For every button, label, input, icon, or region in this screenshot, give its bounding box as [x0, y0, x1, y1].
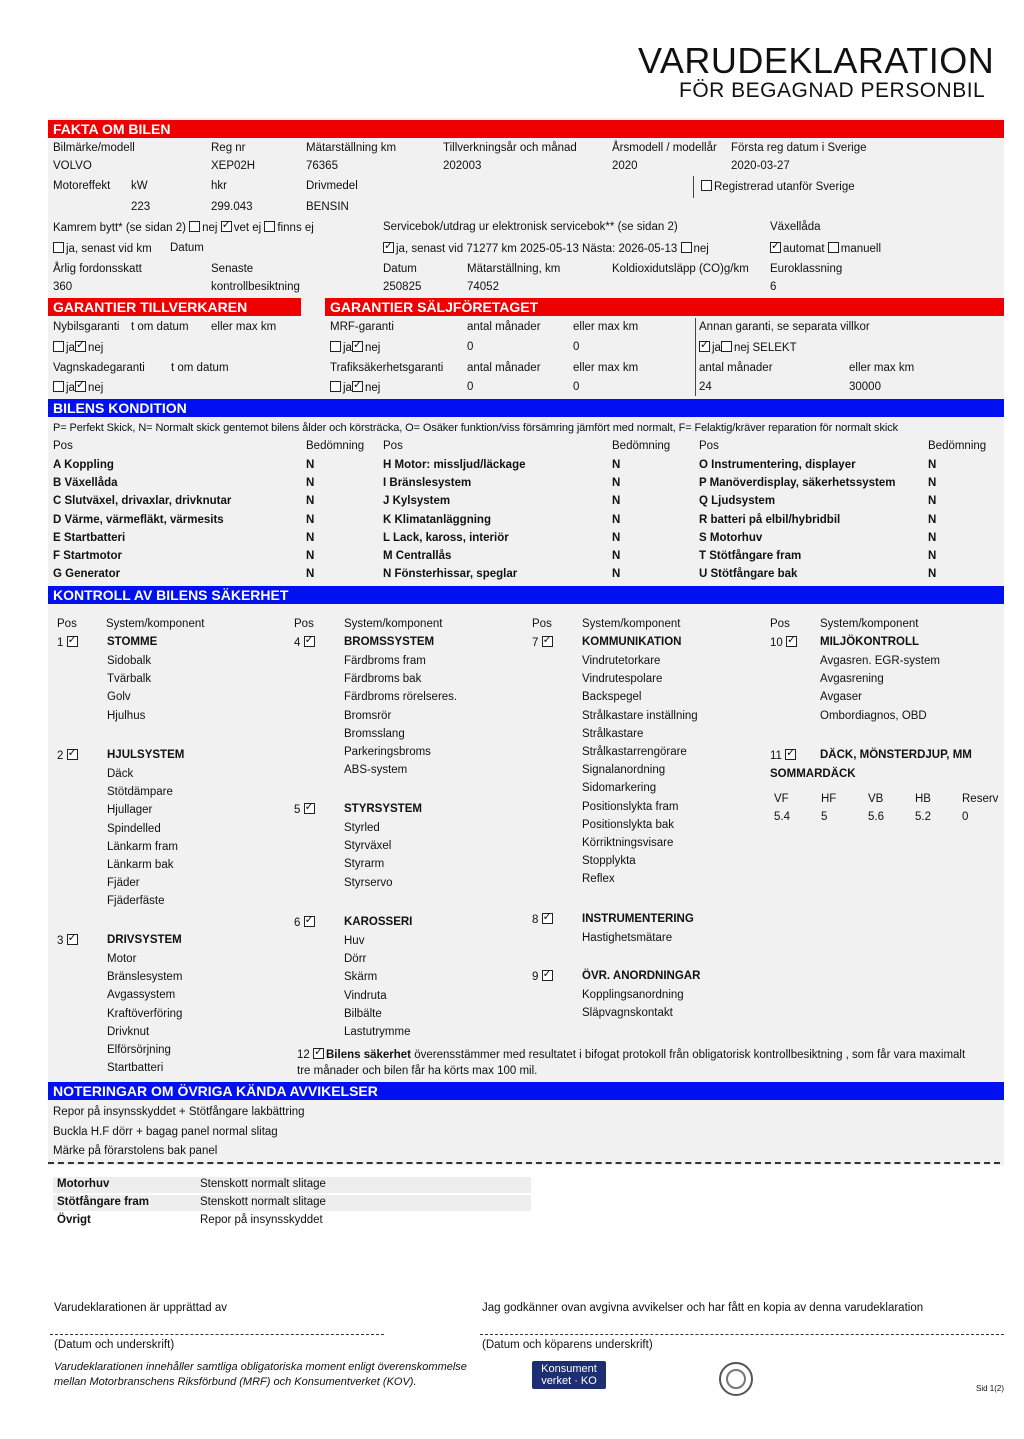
group-item: Styrarm: [344, 858, 385, 871]
footer-note-1: Varudeklarationen innehåller samtliga obligatoriska moment enligt överenskommelse: [54, 1361, 467, 1373]
reg-value: XEP02H: [211, 160, 256, 172]
footer-right-sig: (Datum och köparens underskrift): [482, 1339, 653, 1351]
group-number: 7 ✓: [532, 636, 555, 649]
kondition-item-grade: N: [306, 568, 315, 581]
group-item: Strålkastare inställning: [582, 709, 698, 722]
safety-statement: 12 ✓ Bilens säkerhet överensstämmer med resultatet i bifogat protokoll från obligatorisk kontrollbesiktning , som får vara maximalt: [297, 1048, 965, 1061]
gear-label: Växellåda: [770, 221, 821, 233]
group-item: Avgasrening: [820, 673, 884, 686]
belt-unknown-checkbox[interactable]: [221, 221, 232, 232]
kontroll-sys-label-2: System/komponent: [344, 618, 443, 630]
group-item: Bromsrör: [344, 709, 392, 722]
kondition-item-pos: F Startmotor: [53, 550, 122, 562]
kondition-item-pos: M Centrallås: [383, 550, 452, 562]
kondition-item-pos: G Generator: [53, 568, 121, 581]
section-kontroll: KONTROLL AV BILENS SÄKERHET: [48, 586, 1004, 604]
tire-depth: 5.6: [868, 811, 884, 823]
group-item: Kraftöverföring: [107, 1007, 183, 1020]
hk-label: hkr: [211, 180, 227, 192]
first-reg-label: Första reg datum i Sverige: [731, 142, 867, 154]
fuel-label: Drivmedel: [306, 180, 358, 192]
kontroll-sys-label-1: System/komponent: [106, 618, 205, 630]
mrf-choice: ja✓ nej: [330, 341, 380, 354]
section-garanti-saljare: GARANTIER SÄLJFÖRETAGET: [325, 298, 1004, 316]
traf-km-label: eller max km: [573, 362, 639, 374]
group-item: Fjäder: [107, 877, 140, 890]
group-item: Vindrutetorkare: [582, 655, 661, 667]
tire-position: HB: [915, 793, 931, 805]
kondition-item-grade: N: [928, 477, 937, 490]
belt-date-label: Datum: [170, 242, 204, 254]
vagn-tom-label: t om datum: [171, 362, 229, 374]
section-garanti-tillverkare: GARANTIER TILLVERKAREN: [48, 298, 301, 316]
tire-type: SOMMARDÄCK: [770, 768, 856, 780]
group-item: Sidomarkering: [582, 782, 657, 795]
signature-line-buyer[interactable]: [480, 1334, 1004, 1335]
group-item: ABS-system: [344, 764, 408, 777]
euro-label: Euroklassning: [770, 263, 843, 275]
tax-label: Årlig fordonsskatt: [53, 263, 142, 275]
reg-label: Reg nr: [211, 142, 246, 154]
annan-months-label: antal månader: [699, 362, 773, 374]
kondition-item-grade: N: [306, 513, 315, 526]
kontroll-pos-label-1: Pos: [57, 618, 77, 630]
tire-position: VF: [774, 793, 789, 805]
group-item: Positionslykta bak: [582, 818, 675, 831]
group-checkbox[interactable]: [304, 916, 315, 927]
tire-depth: 5.4: [774, 811, 790, 823]
gear-row: ✓automat manuell: [770, 242, 881, 255]
kondition-item-pos: N Fönsterhissar, speglar: [383, 568, 518, 581]
note-line-1: Repor på insynsskyddet + Stötfångare lakbättring: [53, 1106, 305, 1118]
group-item: Dörr: [344, 953, 367, 966]
tire-depth: 5: [821, 811, 828, 823]
kondition-item-grade: N: [612, 477, 621, 490]
group-title: DRIVSYSTEM: [107, 934, 182, 946]
vagn-nej-checkbox[interactable]: [75, 381, 86, 392]
service-no-checkbox[interactable]: [681, 242, 692, 253]
group-item: Kopplingsanordning: [582, 989, 684, 1001]
traf-ja-checkbox[interactable]: [330, 381, 341, 392]
group-item: Hjulhus: [107, 709, 146, 722]
kontroll-pos-label-2: Pos: [294, 618, 314, 630]
page-number: Sid 1(2): [976, 1384, 1005, 1393]
group-checkbox[interactable]: [542, 636, 553, 647]
group-title: BROMSSYSTEM: [344, 636, 435, 648]
kondition-item-grade: N: [612, 513, 621, 526]
kondition-item-pos: K Klimatanläggning: [383, 513, 491, 526]
group-checkbox[interactable]: [542, 913, 553, 924]
tire-position: VB: [868, 793, 884, 805]
kondition-item-grade: N: [928, 513, 937, 526]
group-title: INSTRUMENTERING: [582, 913, 694, 925]
manuf-value: 202003: [443, 160, 482, 172]
kond-pos-label-3: Pos: [699, 440, 719, 452]
kondition-item-pos: E Startbatteri: [53, 531, 126, 544]
kondition-item-pos: T Stötfångare fram: [699, 550, 802, 562]
group-checkbox[interactable]: [67, 636, 78, 647]
service-yes-checkbox[interactable]: [383, 242, 394, 253]
footer-left-label: Varudeklarationen är upprättad av: [54, 1302, 228, 1314]
group-item: Bränslesystem: [107, 971, 183, 984]
tax-value: 360: [53, 281, 73, 293]
footer-left-sig: (Datum och underskrift): [54, 1339, 175, 1351]
section-kondition: BILENS KONDITION: [48, 399, 1004, 417]
group-item: Elförsörjning: [107, 1044, 171, 1056]
mrf-ja-checkbox[interactable]: [330, 341, 341, 352]
group-item: Huv: [344, 935, 365, 947]
mrf-nej-checkbox[interactable]: [352, 341, 363, 352]
kondition-item-pos: J Kylsystem: [383, 495, 451, 508]
kondition-item-grade: N: [612, 459, 621, 471]
vagn-ja-checkbox[interactable]: [53, 381, 64, 392]
tire-depth: 0: [962, 811, 969, 823]
kontroll-sys-label-4: System/komponent: [820, 618, 919, 630]
gear-manual-checkbox[interactable]: [828, 242, 839, 253]
kond-pos-label-2: Pos: [383, 440, 403, 452]
belt-yes-checkbox[interactable]: [53, 242, 64, 253]
mrf-label: MRF-garanti: [330, 321, 394, 333]
kondition-item-grade: N: [928, 459, 937, 471]
group-item: Motor: [107, 953, 137, 965]
kondition-item-grade: N: [306, 459, 315, 471]
footer-note-2: mellan Motorbranschens Riksförbund (MRF) och Konsumentverket (KOV).: [54, 1376, 417, 1388]
annan-label: Annan garanti, se separata villkor: [699, 321, 870, 333]
nybil-km-label: eller max km: [211, 321, 277, 333]
nybil-choice: ja✓ nej: [53, 341, 103, 354]
kondition-item-grade: N: [612, 568, 621, 581]
vagn-choice: ja✓ nej: [53, 381, 103, 394]
kond-grade-label-1: Bedömning: [306, 440, 365, 452]
group-item: Länkarm bak: [107, 859, 174, 871]
group-item: Skärm: [344, 971, 378, 984]
group-number: 4 ✓: [294, 636, 317, 649]
group-item: Färdbroms bak: [344, 673, 422, 686]
document-title: VARUDEKLARATION: [638, 40, 995, 81]
group-checkbox[interactable]: [304, 803, 315, 814]
make-value: VOLVO: [53, 160, 92, 172]
vagn-label: Vagnskadegaranti: [53, 362, 145, 374]
date-label: Datum: [383, 263, 417, 275]
odo-label: Mätarställning km: [306, 142, 397, 154]
group-title: STYRSYSTEM: [344, 803, 422, 815]
nybil-ja-checkbox[interactable]: [53, 341, 64, 352]
kw-value: 223: [131, 201, 151, 213]
kondition-item-pos: C Slutväxel, drivaxlar, drivknutar: [53, 495, 232, 508]
annan-km: 30000: [849, 381, 881, 393]
kondition-item-pos: O Instrumentering, displayer: [699, 459, 856, 471]
power-label: Motoreffekt: [53, 180, 111, 192]
kondition-item-pos: P Manöverdisplay, säkerhetssystem: [699, 477, 896, 490]
document-subtitle: FÖR BEGAGNAD PERSONBIL: [679, 79, 986, 102]
kond-grade-label-3: Bedömning: [928, 440, 987, 452]
belt-none-checkbox[interactable]: [264, 221, 275, 232]
group-item: Lastutrymme: [344, 1026, 411, 1038]
group-item: Drivknut: [107, 1025, 150, 1038]
kondition-item-pos: Q Ljudsystem: [699, 495, 776, 508]
kondition-item-grade: N: [928, 495, 937, 508]
group-item: Körriktningsvisare: [582, 837, 674, 849]
annan-ja-checkbox[interactable]: [699, 341, 710, 352]
signature-line-seller[interactable]: [50, 1334, 384, 1335]
traf-nej-checkbox[interactable]: [352, 381, 363, 392]
belt-row: Kamrem bytt* (se sidan 2) nej ✓ vet ej finns ej: [53, 221, 314, 234]
kondition-item-pos: H Motor: missljud/läckage: [383, 459, 526, 471]
group-item: Släpvagnskontakt: [582, 1007, 673, 1020]
note-table-val-2: Stenskott normalt slitage: [200, 1196, 326, 1208]
service-label: Servicebok/utdrag ur elektronisk servicebok** (se sidan 2): [383, 221, 678, 233]
note-separator: [48, 1162, 1000, 1164]
group-item: Styrväxel: [344, 840, 392, 853]
annan-km-label: eller max km: [849, 362, 915, 374]
kondition-item-pos: U Stötfångare bak: [699, 568, 798, 581]
group-number: 1 ✓: [57, 636, 80, 649]
kontroll-pos-label-3: Pos: [532, 618, 552, 630]
kondition-item-pos: A Koppling: [53, 459, 114, 471]
group-number: 6 ✓: [294, 916, 317, 929]
group-item: Styrservo: [344, 876, 393, 889]
group-title: KAROSSERI: [344, 916, 413, 928]
co2-label: Koldioxidutsläpp (CO)g/km: [612, 263, 749, 275]
group-number: 10 ✓: [770, 636, 799, 649]
kondition-item-grade: N: [612, 531, 621, 544]
group-item: Ombordiagnos, OBD: [820, 709, 927, 722]
group-item: Reflex: [582, 873, 615, 886]
divider: [693, 176, 694, 198]
group-item: Hastighetsmätare: [582, 932, 673, 944]
safety-checkbox[interactable]: [313, 1048, 324, 1059]
note-line-2: Buckla H.F dörr + bagag panel normal slitag: [53, 1126, 278, 1138]
group-title: HJULSYSTEM: [107, 749, 185, 761]
group-item: Vindruta: [344, 989, 387, 1002]
kondition-item-pos: S Motorhuv: [699, 531, 763, 544]
group-item: Stopplykta: [582, 855, 636, 868]
group-item: Avgasren. EGR-system: [820, 655, 940, 667]
nybil-label: Nybilsgaranti: [53, 321, 120, 333]
group-item: Strålkastarrengörare: [582, 746, 687, 758]
traf-choice: ja✓ nej: [330, 381, 380, 394]
euro-value: 6: [770, 281, 777, 293]
nybil-nej-checkbox[interactable]: [75, 341, 86, 352]
group-number: 9 ✓: [532, 970, 555, 983]
note-table-val-3: Repor på insynsskyddet: [200, 1214, 323, 1226]
annan-months: 24: [699, 381, 712, 393]
group-item: Sidobalk: [107, 655, 152, 667]
date-value: 250825: [383, 281, 422, 293]
note-line-3: Märke på förarstolens bak panel: [53, 1145, 218, 1157]
group-item: Styrled: [344, 822, 380, 834]
group-number: 3 ✓: [57, 934, 80, 947]
group-number: 8 ✓: [532, 913, 555, 926]
traf-label: Trafiksäkerhetsgaranti: [330, 362, 444, 374]
kondition-item-grade: N: [612, 550, 621, 562]
kondition-item-grade: N: [928, 531, 937, 544]
belt-yes: ja, senast vid km: [53, 242, 152, 255]
tire-position: HF: [821, 793, 837, 805]
group-checkbox[interactable]: [542, 970, 553, 981]
kondition-item-pos: R batteri på elbil/hybridbil: [699, 513, 841, 526]
note-table-key-2: Stötfångare fram: [57, 1196, 150, 1208]
group-item: Parkeringsbroms: [344, 746, 431, 758]
odo-value: 76365: [306, 160, 338, 172]
kondition-item-grade: N: [306, 531, 315, 544]
kond-grade-label-2: Bedömning: [612, 440, 671, 452]
kondition-item-grade: N: [306, 495, 315, 508]
inspection-label-2: kontrollbesiktning: [211, 281, 300, 293]
divider: [695, 318, 696, 396]
group-item: Golv: [107, 691, 131, 704]
group-item: Färdbroms rörelseres.: [344, 691, 458, 704]
kondition-item-grade: N: [306, 477, 315, 490]
kondition-item-grade: N: [928, 568, 937, 581]
group-number: 2 ✓: [57, 749, 80, 762]
group-item: Tvärbalk: [107, 673, 152, 686]
group-number: 5 ✓: [294, 803, 317, 816]
fuel-value: BENSIN: [306, 201, 349, 213]
mrf-km: 0: [573, 341, 580, 353]
reg-abroad: Registrerad utanför Sverige: [701, 180, 855, 193]
group-item: Länkarm fram: [107, 840, 178, 853]
kondition-item-pos: D Värme, värmefläkt, värmesits: [53, 513, 224, 526]
group-checkbox[interactable]: [67, 934, 78, 945]
tire-depth: 5.2: [915, 811, 931, 823]
group-title: KOMMUNIKATION: [582, 636, 682, 648]
model-year-value: 2020: [612, 160, 638, 172]
gear-auto-checkbox[interactable]: [770, 242, 781, 253]
group-item: Backspegel: [582, 691, 642, 704]
annan-choice: ✓ja nej SELEKT: [699, 341, 797, 354]
group-checkbox[interactable]: [785, 749, 796, 760]
group-item: Bilbälte: [344, 1007, 382, 1020]
group-number: 11 ✓: [770, 749, 798, 762]
kontroll-pos-label-4: Pos: [770, 618, 790, 630]
kondition-item-pos: B Växellåda: [53, 477, 118, 490]
group-item: Färdbroms fram: [344, 655, 426, 667]
mrf-emblem-icon: [719, 1362, 753, 1396]
kondition-item-pos: L Lack, kaross, interiör: [383, 531, 509, 544]
kondition-item-grade: N: [612, 495, 621, 508]
traf-months-label: antal månader: [467, 362, 541, 374]
group-item: Strålkastare: [582, 727, 644, 740]
traf-km: 0: [573, 381, 580, 393]
group-item: Bromsslang: [344, 727, 405, 740]
hk-value: 299.043: [211, 201, 253, 213]
group-title: DÄCK, MÖNSTERDJUP, MM: [820, 749, 972, 761]
reg-abroad-checkbox[interactable]: [701, 180, 712, 191]
group-checkbox[interactable]: [304, 636, 315, 647]
kondition-legend: P= Perfekt Skick, N= Normalt skick gentemot bilens ålder och körsträcka, O= Osäker funktion/viss försämring jämfört med normalt, F= Felaktig/kräver reparation för normalt skick: [53, 422, 898, 434]
group-item: Vindrutespolare: [582, 673, 663, 686]
group-item: Signalanordning: [582, 764, 666, 777]
service-row: ✓ja, senast vid 71277 km 2025-05-13 Nästa: 2026-05-13 nej: [383, 242, 709, 255]
mrf-months: 0: [467, 341, 474, 353]
kw-label: kW: [131, 180, 148, 192]
tire-position: Reserv: [962, 793, 999, 805]
group-item: Avgassystem: [107, 989, 176, 1002]
footer-right-label: Jag godkänner ovan avgivna avvikelser och har fått en kopia av denna varudeklaration: [482, 1302, 924, 1314]
inspection-label: Senaste: [211, 263, 254, 275]
make-label: Bilmärke/modell: [53, 142, 135, 154]
section-fakta: FAKTA OM BILEN: [48, 120, 1004, 138]
group-item: Fjäderfäste: [107, 895, 165, 908]
group-item: Hjullager: [107, 804, 153, 817]
group-title: STOMME: [107, 636, 158, 648]
kontroll-sys-label-3: System/komponent: [582, 618, 681, 630]
nybil-tom-label: t om datum: [131, 321, 189, 333]
section-noteringar: NOTERINGAR OM ÖVRIGA KÄNDA AVVIKELSER: [48, 1082, 1004, 1100]
belt-no-checkbox[interactable]: [189, 221, 200, 232]
safety-statement-2: tre månader och bilen får ha körts max 100 mil.: [297, 1065, 538, 1077]
group-title: MILJÖKONTROLL: [820, 636, 920, 648]
group-checkbox[interactable]: [67, 749, 78, 760]
group-title: ÖVR. ANORDNINGAR: [582, 970, 701, 982]
konsumentverket-logo: Konsument verket · KO: [532, 1361, 606, 1389]
group-checkbox[interactable]: [786, 636, 797, 647]
first-reg-value: 2020-03-27: [731, 160, 790, 172]
model-year-label: Årsmodell / modellår: [612, 142, 717, 154]
kondition-item-grade: N: [928, 550, 937, 562]
kond-pos-label-1: Pos: [53, 440, 73, 452]
group-item: Startbatteri: [107, 1062, 164, 1075]
group-item: Positionslykta fram: [582, 800, 679, 813]
note-table-val-1: Stenskott normalt slitage: [200, 1178, 326, 1190]
mrf-months-label: antal månader: [467, 321, 541, 333]
group-item: Avgaser: [820, 691, 862, 704]
traf-months: 0: [467, 381, 474, 393]
mrf-km-label: eller max km: [573, 321, 639, 333]
odo2-label: Mätarställning, km: [467, 263, 561, 275]
manuf-label: Tillverkningsår och månad: [443, 142, 577, 154]
kondition-item-pos: I Bränslesystem: [383, 477, 472, 490]
note-table-key-1: Motorhuv: [57, 1178, 110, 1190]
annan-nej-checkbox[interactable]: [721, 341, 732, 352]
group-item: Stötdämpare: [107, 786, 173, 799]
odo2-value: 74052: [467, 281, 499, 293]
group-item: Däck: [107, 768, 134, 780]
kondition-item-grade: N: [306, 550, 315, 562]
note-table-key-3: Övrigt: [57, 1214, 91, 1226]
group-item: Spindelled: [107, 822, 161, 835]
